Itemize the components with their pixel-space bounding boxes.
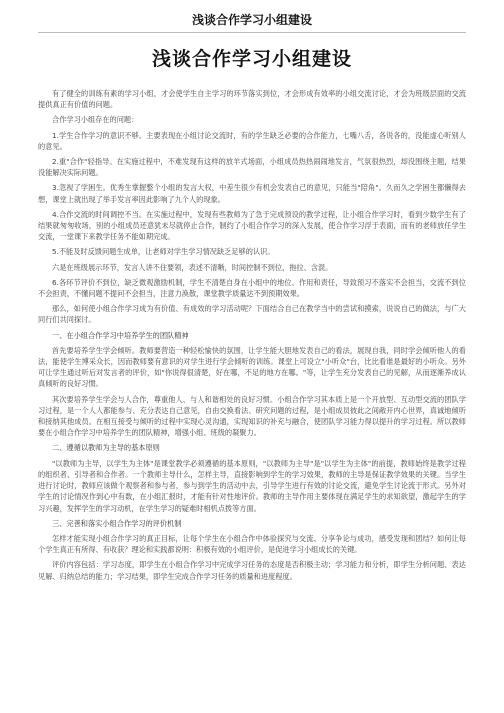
paragraph: 2.重"合作"轻指导。在实施过程中，不难发现有这样的放羊式场面，小组成员热热闹闹地发言，气氛很热烈，却没围绕主题，结果没能解决实际问题。 (38, 157, 466, 178)
paragraph: "以教师为主导，以学生为主体"是课堂教学必须遵循的基本原则，"以教师为主导"是"以学生为主体"的前提，教师始终是教学过程的组织者、引导者和合作者。一个教师主导什么，怎样主导，直接影响到学生的学习效果，教师的主导是保证教学效果的关键。当学生进行讨论时，教师应该做个观察者和参与者，参与到学生的活动中去，引导学生进行有效的讨论交流，避免学生讨论流于形式。另外对学生的讨论情况作到心中有数，在小组汇报时，才能有针对性地评价。教师的主导作用主要体现在满足学生的求知欲望，激起学生的学习兴趣，发挥学生的学习动机，在学生学习的疑难时相机点拨等方面。 (38, 458, 466, 513)
header-divider (38, 32, 466, 33)
paragraph: 有了健全的训练有素的学习小组，才会使学生自主学习的环节落实到位，才会形成有效率的小组交流讨论，才会为班级层面的交流提供真正有价值的问题。 (38, 89, 466, 110)
paragraph: 其次要培养学生学会与人合作，尊重他人、与人和谐相处的良好习惯。小组合作学习其本质上是一个开放型、互动型交流的团队学习过程，是一个人人都能参与、充分表达自己意见，自由交换看法、研究问题的过程，是小组成员彼此之间敞开内心世界，真诚地倾听和接纳其他成员。在相互接受与倾听的过程中实现心灵沟通，实现知识的补充与融合，使团队学习能力得以提升的学习过程。所以教师要在小组合作学习中培养学生的团队精神，增强小组、班级的凝聚力。 (38, 394, 466, 438)
paragraph: 评价内容包括：学习态度，即学生在小组合作学习中完成学习任务的态度是否积极主动；学习能力和分析，即学生分析问题、表达见解、归纳总结的能力；学习结果，即学生完成合作学习任务的质量和进度程度。 (38, 560, 466, 581)
paragraph: 3.忽视了学困生。优秀生掌握整个小组的发言大权，中差生很少有机会发表自己的意见，只能当"陪角"。久而久之学困生都懒得去想，课堂上就出现了举手发言率因此影响了九个人的现象。 (38, 183, 466, 204)
paragraph: 4.合作交流的时间调控不当。在实施过程中，发现有些教师为了急于完成预设的教学过程，让小组合作学习时，看到少数学生有了结果就匆匆收场，别的小组成员还意犹未尽就停止合作，制约了小组合作学习的深入发展，使合作学习浮于表面，而有的老师放任学生交流，一堂课下来教学任务不能如期完成。 (38, 209, 466, 242)
section-heading: 一、在小组合作学习中培养学生的团队精神 (52, 330, 189, 340)
section-heading: 二、遵循以教师为主导的基本原则 (52, 443, 160, 453)
paragraph: 那么，如何使小组合作学习成为有价值、有成效的学习活动呢？下面结合自己在教学当中的尝试和摸索，说说自己的做法，与广大同行们共同探讨。 (38, 304, 466, 325)
paragraph: 首先要培养学生学会倾听。教师要营造一种轻松愉快的氛围，让学生能大胆地发表自己的看法，展现自我，同时学会倾听他人的看法，能使学生博采众长，因而教师要有意识的对学生进行学会倾听的训练。课堂上可设立"小听众"台，比比看谁是最好的小听众。另外可让学生通过听后对发言者的评价，如"你说得很清楚，好在哪，不足的地方在哪。"等，让学生充分发表自己的见解，从而逐渐养成认真倾听的良好习惯。 (38, 345, 466, 389)
paragraph: 6.各环节评价不到位，缺乏微观激励机制，学生不清楚自身在小组中的地位、作用和责任，导致预习不落实不会担当，交流不到位不会担责，不懂问题不提问不会担当，注意力涣散，课堂教学质量达不到预期效果。 (38, 277, 466, 299)
page-header-title: 浅谈合作学习小组建设 (191, 13, 312, 27)
paragraph: 怎样才能实现小组合作学习的真正目标，让每个学生在小组合作中体验探究与交流、分享争论与成功，感受发现和团结？如何让每个学生真正有所得、有收获？理论和实践都说明：积极有效的小组评价，是促进学习小组成长的关键。 (38, 533, 466, 555)
paragraph: 六是在班级展示环节，发言人讲不住要领，表述不清晰，时间控制不到位，拖拉、含混。 (52, 262, 333, 272)
paragraph: 5.不能及时反馈问题生成单，让老师对学生学习情况缺乏足够的认识。 (52, 247, 275, 257)
section-heading: 合作学习小组存在的问题： (52, 115, 139, 125)
paragraph: 1.学生合作学习的意识不够。主要表现在小组讨论交流时，有的学生缺乏必要的合作能力，七嘴八舌，各说各的，没能虚心听别人的意见。 (38, 130, 466, 151)
document-title: 浅谈合作学习小组建设 (151, 48, 352, 70)
section-heading: 三、完善和落实小组合作学习的评价机制 (52, 518, 182, 528)
document-body (38, 88, 466, 582)
